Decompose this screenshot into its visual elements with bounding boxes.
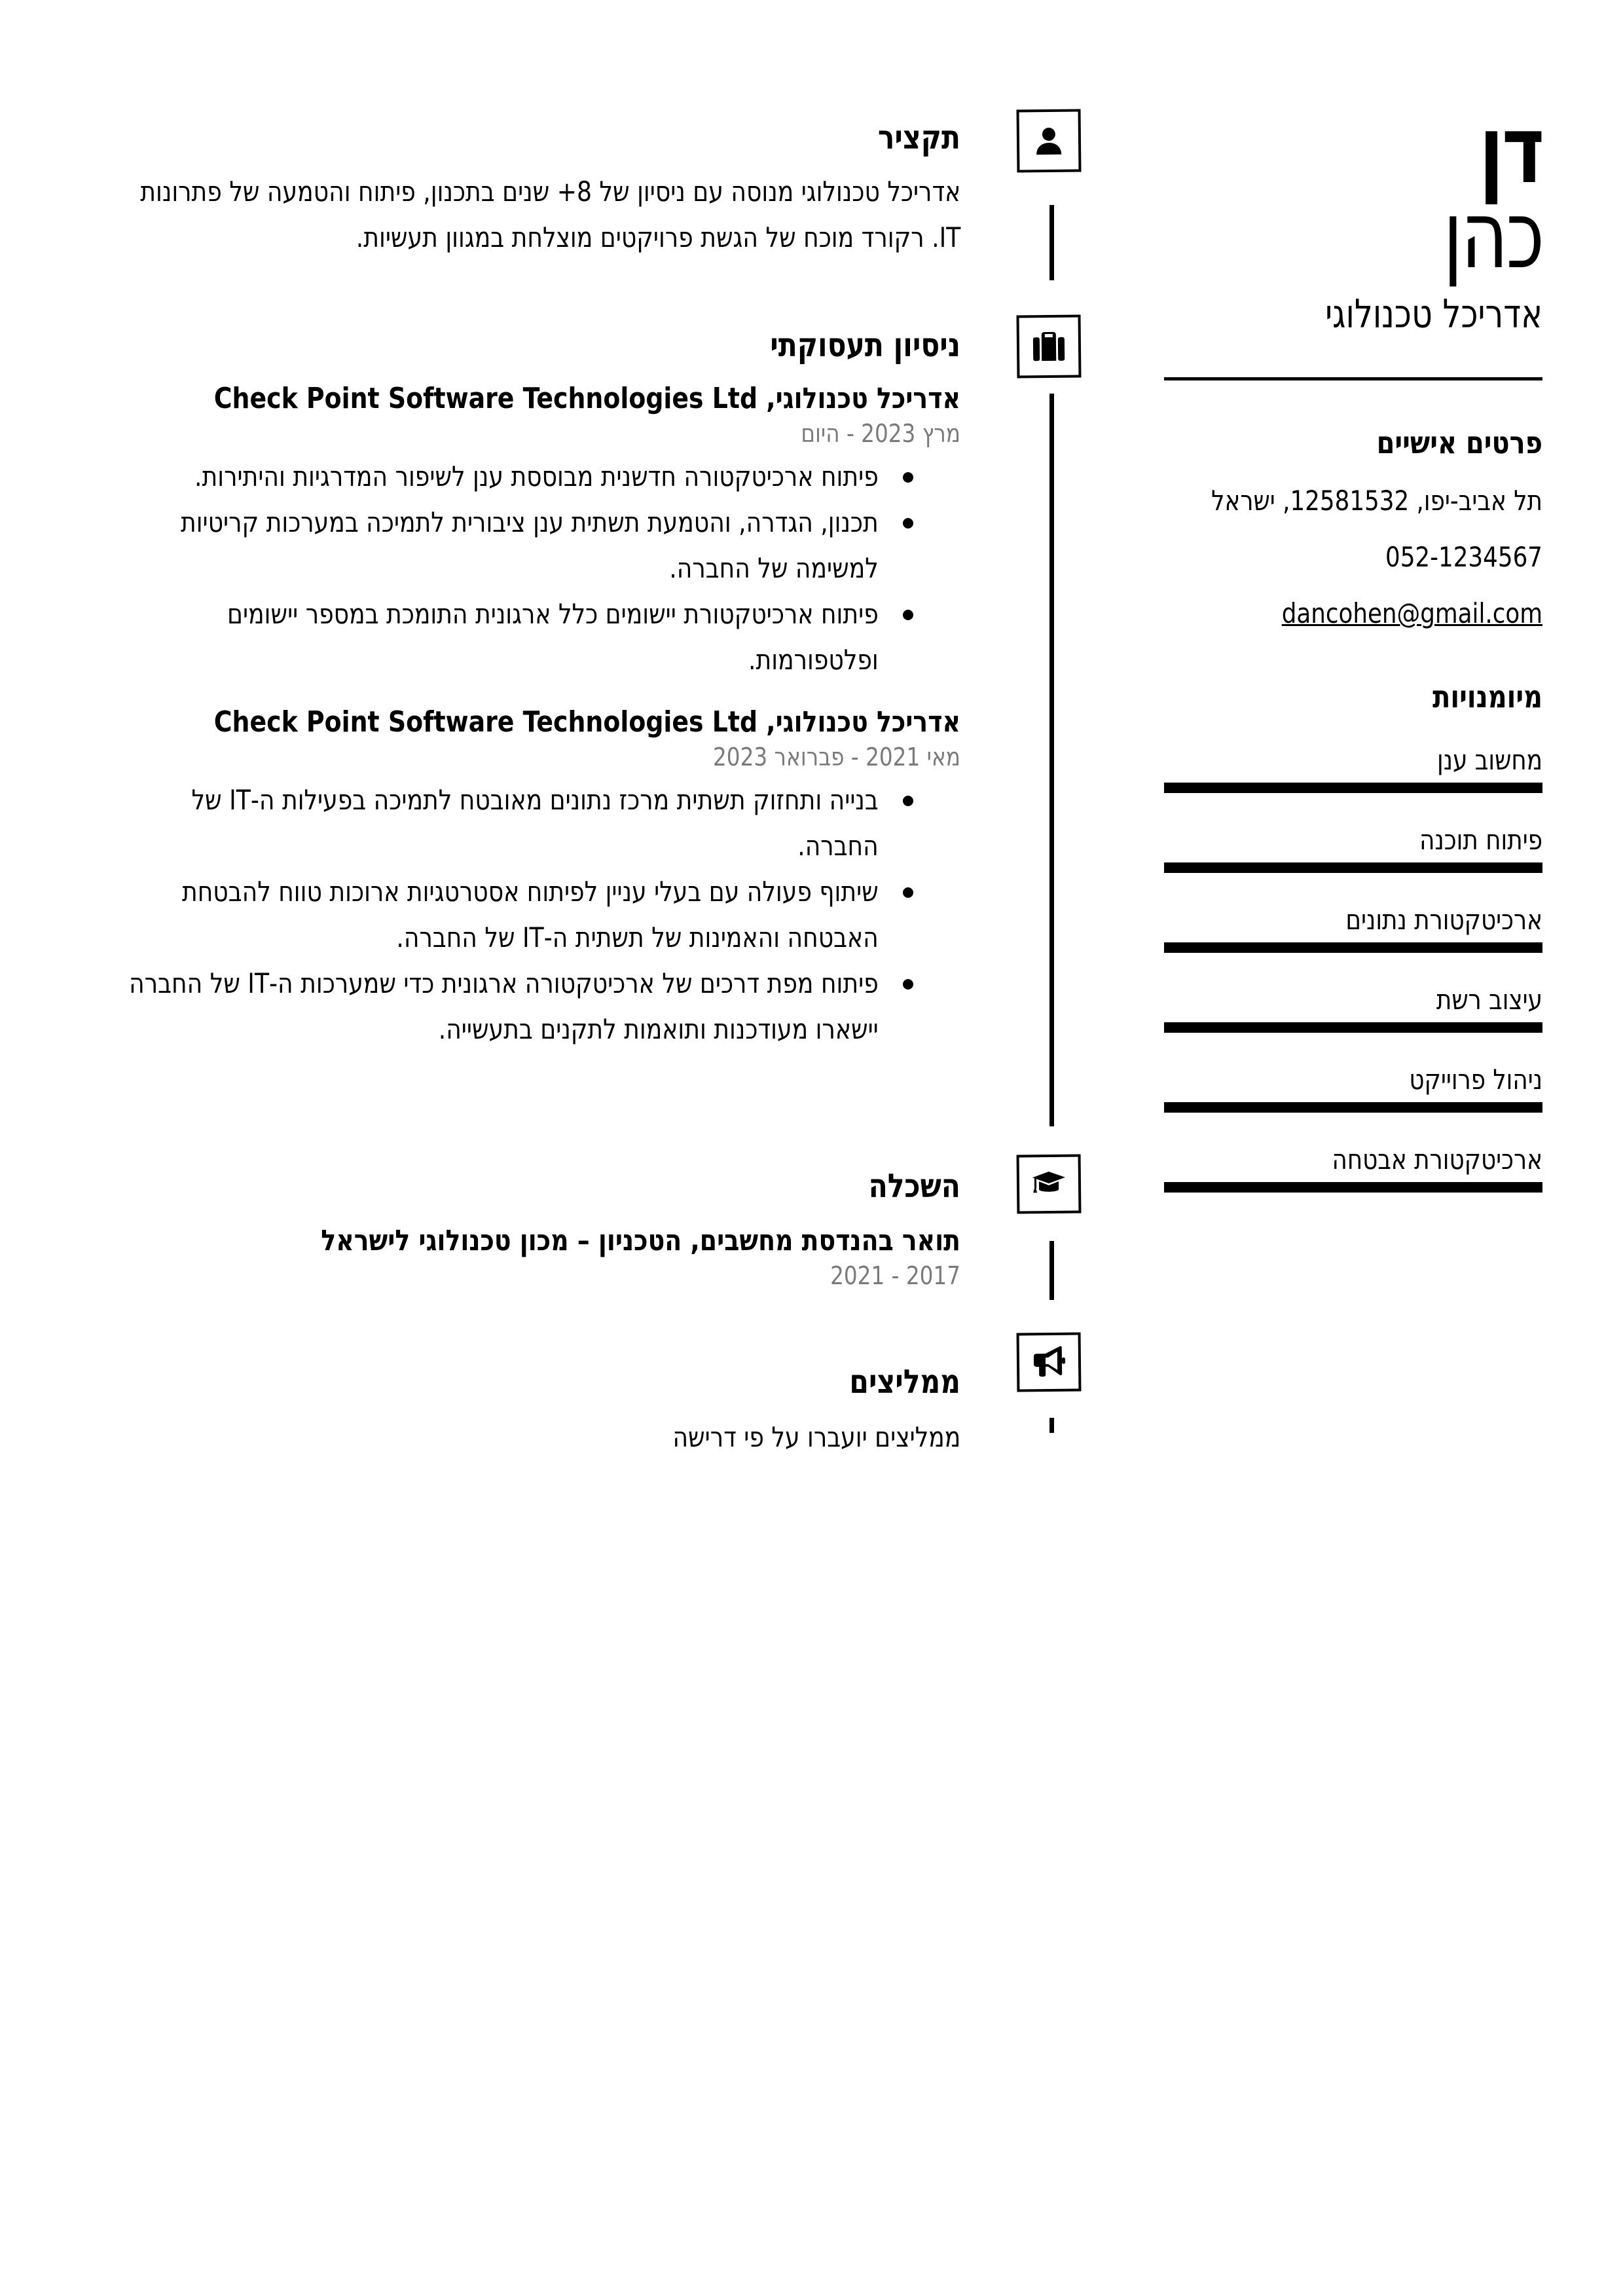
skill-label: מחשוב ענן <box>1437 744 1542 776</box>
skill-level-bar <box>1164 783 1542 793</box>
skill-item <box>1164 971 1542 1051</box>
skill-label: עיצוב רשת <box>1436 984 1542 1016</box>
skills-heading: מיומנויות <box>1432 679 1542 715</box>
phone: 052-1234567 <box>1385 541 1542 573</box>
timeline-segment <box>1049 1418 1054 1433</box>
bullet-icon <box>903 796 913 806</box>
graduation-cap-icon <box>1031 1166 1067 1202</box>
bullet-icon <box>903 979 913 990</box>
address: תל אביב-יפו, 12581532, ישראל <box>1211 485 1542 517</box>
bullet-item <box>124 500 960 591</box>
bullet-item <box>124 777 960 869</box>
experience-entry <box>124 379 960 683</box>
experience-title: ניסיון תעסוקתי <box>770 326 960 364</box>
education-entry <box>124 1221 960 1291</box>
bullet-text: בנייה ותחזוק תשתית מרכז נתונים מאובטח לתמיכה בפעילות ה-IT של החברה. <box>191 784 879 862</box>
references-section <box>124 1361 960 1460</box>
education-icon-box <box>1017 1154 1082 1213</box>
last-name: כהן <box>1443 181 1542 289</box>
skill-label: פיתוח תוכנה <box>1419 824 1542 856</box>
sidebar <box>1164 98 1542 1211</box>
references-title: ממליצים <box>849 1363 960 1401</box>
briefcase-icon <box>1031 329 1067 365</box>
bullet-text: פיתוח ארכיטקטורת יישומים כלל ארגונית התומכת במספר יישומים ופלטפורמות. <box>227 598 879 676</box>
bullet-item <box>124 869 960 961</box>
skill-label: ניהול פרוייקט <box>1409 1064 1542 1096</box>
timeline-segment <box>1049 394 1054 1126</box>
bullet-text: תכנון, הגדרה, והטמעת תשתית ענן ציבורית לתמיכה במערכות קריטיות למשימה של החברה. <box>181 506 879 584</box>
bullet-icon <box>903 610 913 620</box>
skill-label: ארכיטקטורת אבטחה <box>1332 1143 1542 1176</box>
summary-section <box>124 117 960 261</box>
personal-details-heading: פרטים אישיים <box>1376 425 1542 461</box>
education-title: השכלה <box>868 1167 960 1205</box>
bullet-text: שיתוף פעולה עם בעלי עניין לפיתוח אסטרטגיות ארוכות טווח להבטחת האבטחה והאמינות של תשתית ה-IT של החברה. <box>182 876 879 954</box>
skill-level-bar <box>1164 1182 1542 1193</box>
summary-icon-box <box>1017 109 1082 172</box>
bullet-list <box>124 454 960 683</box>
megaphone-icon <box>1031 1344 1067 1380</box>
skill-item <box>1164 1131 1542 1211</box>
person-icon <box>1031 123 1067 159</box>
skill-level-bar <box>1164 862 1542 873</box>
summary-title: תקציר <box>877 119 960 157</box>
experience-icon-box <box>1017 314 1082 378</box>
entry-title: תואר בהנדסת מחשבים, הטכניון – מכון טכנולוגי לישראל <box>321 1224 960 1257</box>
skill-item <box>1164 811 1542 891</box>
skill-level-bar <box>1164 1022 1542 1033</box>
skills-list <box>1164 731 1542 1211</box>
bullet-icon <box>903 887 913 898</box>
bullet-item <box>124 961 960 1052</box>
summary-text: אדריכל טכנולוגי מנוסה עם ניסיון של 8+ שנים בתכנון, פיתוח והטמעה של פתרונות IT. רקורד מוכח של הגשת פרויקטים מוצלחת במגוון תעשיות. <box>139 176 960 253</box>
skill-item <box>1164 891 1542 971</box>
entry-title: אדריכל טכנולוגי, Check Point Software Technologies Ltd <box>213 705 960 739</box>
job-title: אדריכל טכנולוגי <box>1325 291 1542 337</box>
bullet-item <box>124 454 960 500</box>
bullet-icon <box>903 472 913 483</box>
skill-level-bar <box>1164 1102 1542 1113</box>
skill-item <box>1164 731 1542 811</box>
timeline-segment <box>1049 205 1054 280</box>
timeline-segment <box>1049 1241 1054 1300</box>
entry-dates: 2017 - 2021 <box>830 1261 960 1290</box>
entry-dates: מרץ 2023 - היום <box>801 419 960 448</box>
entry-title: אדריכל טכנולוגי, Check Point Software Technologies Ltd <box>213 382 960 415</box>
experience-entry <box>124 703 960 1052</box>
bullet-list <box>124 777 960 1052</box>
skill-item <box>1164 1051 1542 1131</box>
bullet-text: פיתוח מפת דרכים של ארכיטקטורה ארגונית כדי שמערכות ה-IT של החברה יישארו מעודכנות ותואמות לתקנים בתעשייה. <box>129 967 879 1045</box>
bullet-icon <box>903 518 913 528</box>
first-name: דן <box>1479 96 1542 204</box>
references-text: ממליצים יועברו על פי דרישה <box>672 1421 960 1453</box>
experience-section <box>124 324 960 1052</box>
skill-level-bar <box>1164 942 1542 953</box>
entry-dates: מאי 2021 - פברואר 2023 <box>712 743 960 771</box>
sidebar-divider <box>1164 377 1542 380</box>
bullet-item <box>124 591 960 683</box>
skill-label: ארכיטקטורת נתונים <box>1345 904 1542 936</box>
references-icon-box <box>1017 1332 1082 1392</box>
bullet-text: פיתוח ארכיטקטורה חדשנית מבוססת ענן לשיפור המדרגיות והיתירות. <box>194 460 879 492</box>
education-section <box>124 1165 960 1291</box>
email-link[interactable]: dancohen@gmail.com <box>1281 597 1542 629</box>
